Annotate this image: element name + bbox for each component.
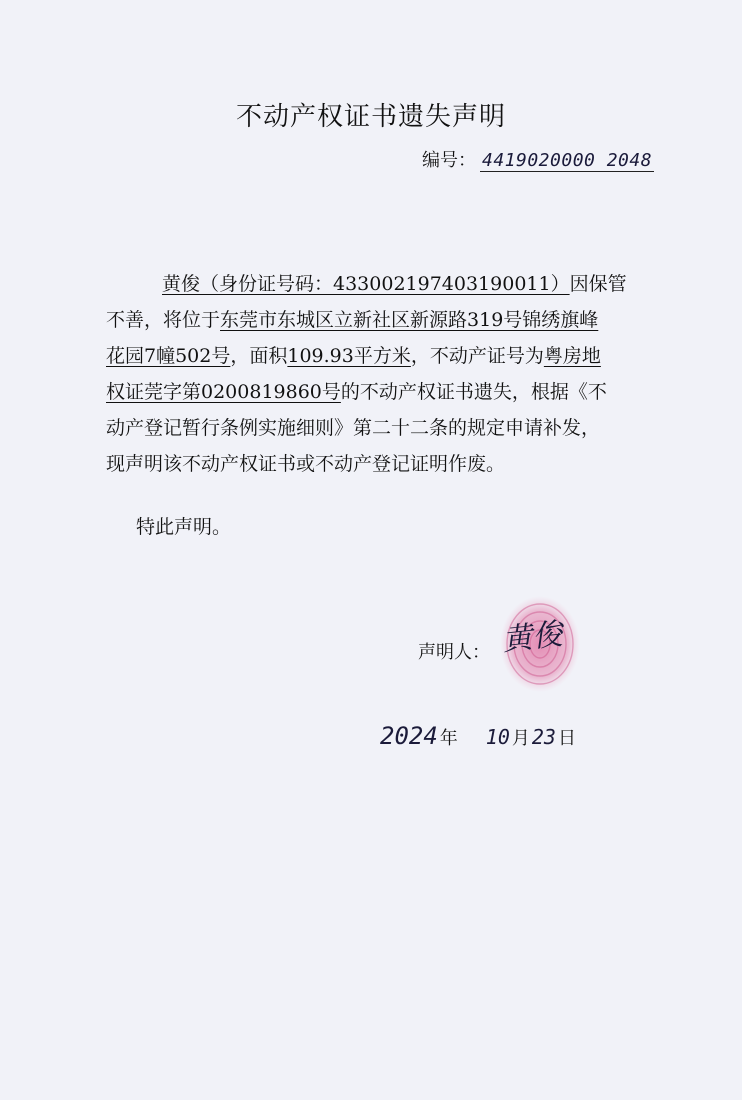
- body-line: [106, 266, 626, 302]
- document-title: 不动产权证书遗失声明: [235, 102, 506, 132]
- filled-field: 花园7幢502号: [106, 345, 231, 367]
- body-text-segment: ，面积: [230, 345, 288, 367]
- date-line: [380, 722, 576, 750]
- body-text-segment: 的不动产权证书遗失，根据《不: [340, 381, 607, 403]
- body-line: [106, 302, 626, 338]
- filled-field: 权证莞字第0200819860号: [106, 381, 341, 403]
- date-year-unit: 年: [439, 728, 458, 749]
- serial-label: 编号：: [422, 150, 476, 171]
- body-text-segment: 不善，将位于: [106, 309, 221, 331]
- body-line: [106, 410, 626, 446]
- body-text-segment: 因保管: [569, 273, 627, 295]
- signer-label: 声明人：: [418, 642, 490, 663]
- body-text-segment: ，不动产证号为: [410, 345, 544, 367]
- serial-value-handwritten: 4419020000 2048: [482, 150, 653, 171]
- signer-row: [418, 638, 490, 664]
- date-year: 2024: [380, 722, 438, 750]
- body-line: [106, 374, 626, 410]
- date-day-unit: 日: [557, 728, 576, 749]
- date-day: 23: [531, 725, 556, 749]
- filled-field: 109.93平方米: [287, 345, 411, 367]
- body-text-segment: 动产登记暂行条例实施细则》第二十二条的规定申请补发，: [106, 417, 601, 439]
- filled-field: 东莞市东城区立新社区新源路319号锦绣旗峰: [220, 309, 599, 331]
- serial-number: [422, 146, 654, 172]
- body-text-segment: 现声明该不动产权证书或不动产登记证明作废。: [106, 453, 506, 475]
- handwritten-signature: 黄俊: [500, 616, 565, 659]
- declaration-body: [106, 266, 626, 482]
- filled-field: 黄俊（身份证号码：433002197403190011）: [162, 273, 570, 295]
- date-month: 10: [485, 725, 510, 749]
- filled-field: 粤房地: [543, 345, 601, 367]
- body-line: [106, 338, 626, 374]
- date-month-unit: 月: [511, 728, 530, 749]
- body-line: [106, 446, 626, 482]
- closing-statement: 特此声明。: [136, 516, 232, 538]
